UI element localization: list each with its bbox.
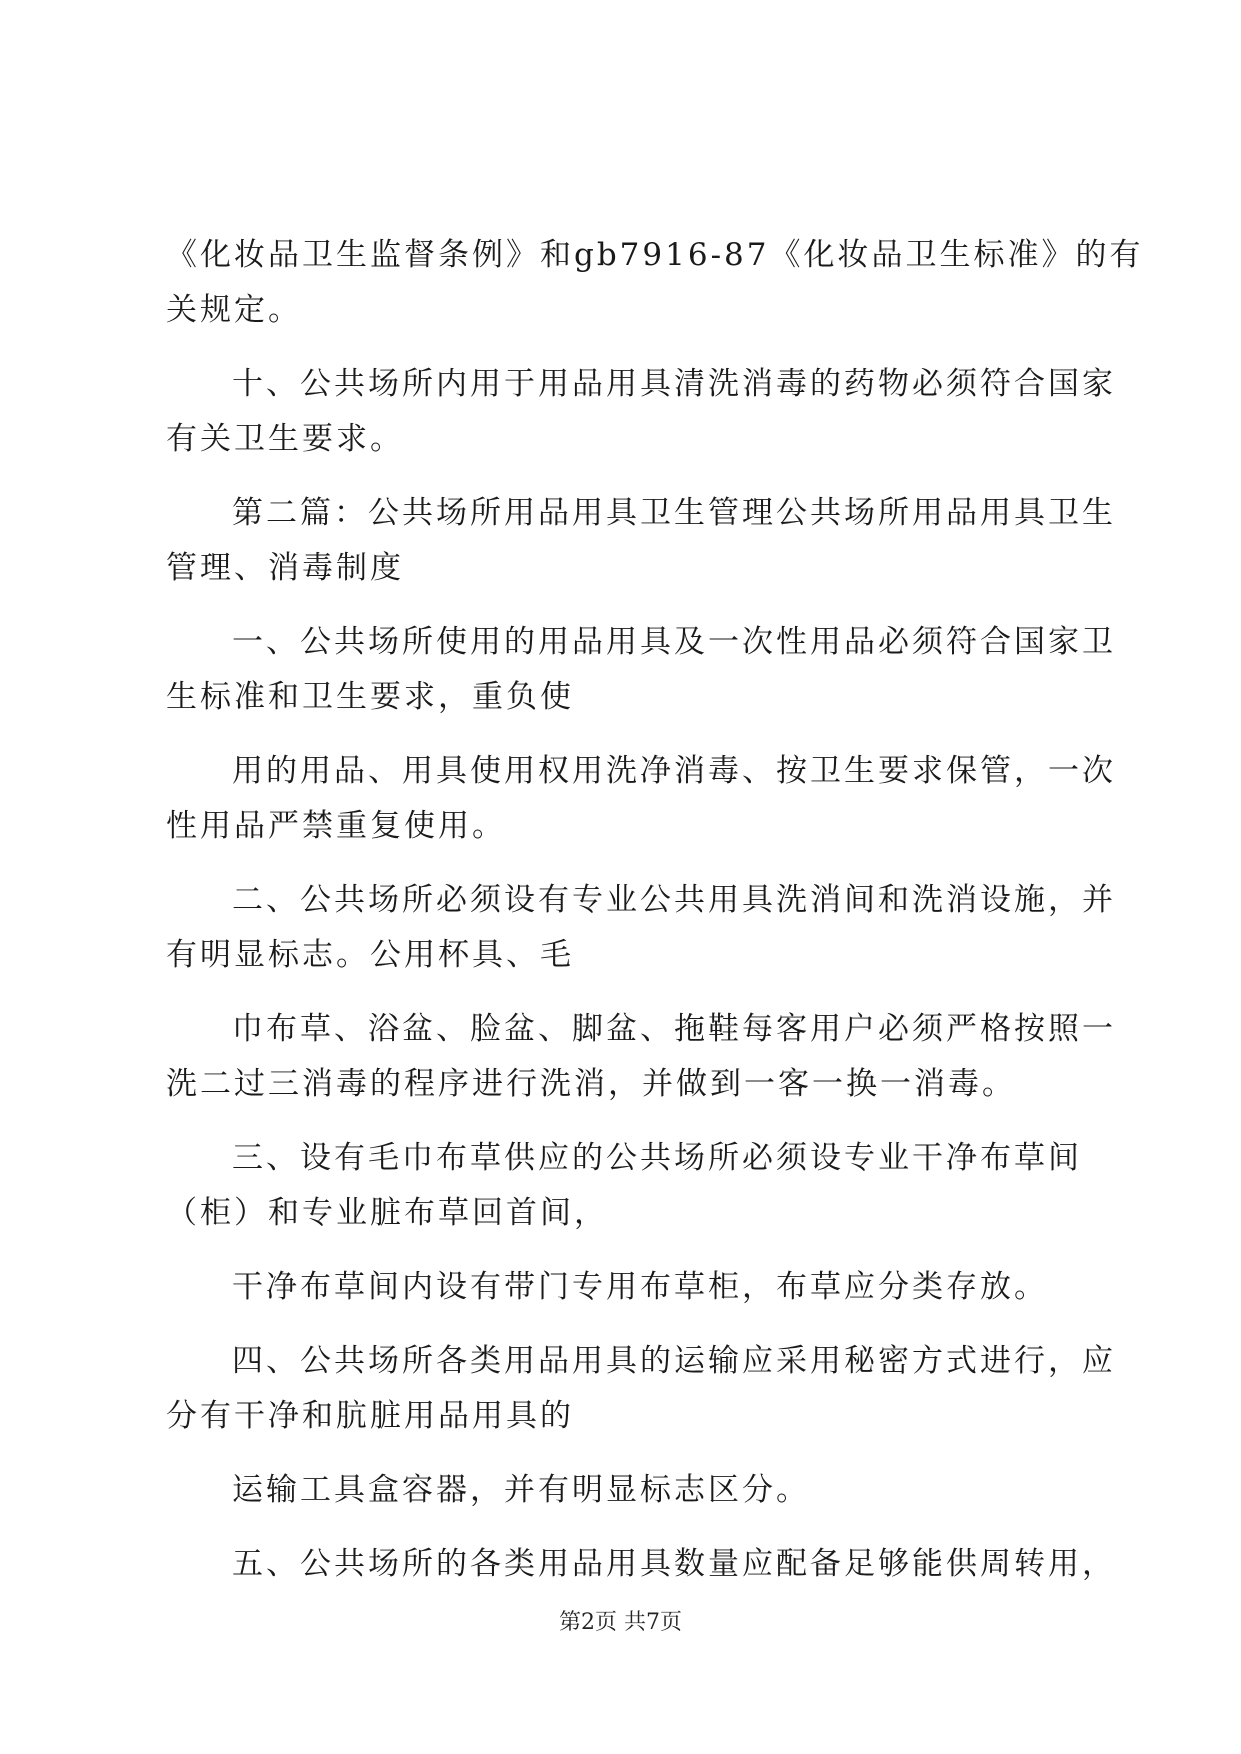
paragraph-item-one <box>166 615 1116 725</box>
paragraph-line: 有明显标志。公用杯具、毛 <box>166 937 574 973</box>
paragraph-line: 生标准和卫生要求，重负使 <box>166 679 574 715</box>
paragraph-item-four <box>166 1334 1116 1444</box>
paragraph-line: 关规定。 <box>166 292 302 328</box>
paragraph-line: 管理、消毒制度 <box>166 550 404 586</box>
paragraph-item-two <box>166 873 1116 983</box>
paragraph-line: 运输工具盒容器，并有明显标志区分。 <box>232 1472 810 1508</box>
paragraph-item-three <box>166 1131 1081 1241</box>
paragraph-item-four-continued <box>166 1463 1081 1518</box>
paragraph-item-ten <box>166 357 1116 467</box>
paragraph-item-three-continued <box>166 1260 1081 1315</box>
paragraph-line: 干净布草间内设有带门专用布草柜，布草应分类存放。 <box>232 1269 1048 1305</box>
paragraph-item-two-continued <box>166 1002 1116 1112</box>
paragraph-line: 四、公共场所各类用品用具的运输应采用秘密方式进行，应 <box>232 1343 1116 1379</box>
paragraph-line: 《化妆品卫生监督条例》和gb7916-87《化妆品卫生标准》的有 <box>166 237 1144 273</box>
paragraph-line: 巾布草、浴盆、脸盆、脚盆、拖鞋每客用户必须严格按照一 <box>232 1011 1116 1047</box>
section-heading-part-two <box>166 486 1116 596</box>
paragraph-line: 洗二过三消毒的程序进行洗消，并做到一客一换一消毒。 <box>166 1066 1016 1102</box>
paragraph-line: 二、公共场所必须设有专业公共用具洗消间和洗消设施，并 <box>232 882 1116 918</box>
paragraph-item-five <box>166 1537 1116 1592</box>
paragraph-line: 三、设有毛巾布草供应的公共场所必须设专业干净布草间 <box>232 1140 1082 1176</box>
document-body <box>166 228 1144 1592</box>
paragraph-line: 十、公共场所内用于用品用具清洗消毒的药物必须符合国家 <box>232 366 1116 402</box>
page-number-footer: 第2页 共7页 <box>559 1610 682 1635</box>
paragraph-line: （柜）和专业脏布草回首间， <box>166 1195 608 1231</box>
paragraph-line: 五、公共场所的各类用品用具数量应配备足够能供周转用， <box>232 1546 1116 1582</box>
paragraph-line: 用的用品、用具使用权用洗净消毒、按卫生要求保管，一次 <box>232 753 1116 789</box>
paragraph-line: 第二篇：公共场所用品用具卫生管理公共场所用品用具卫生 <box>232 495 1116 531</box>
paragraph-line: 分有干净和肮脏用品用具的 <box>166 1398 574 1434</box>
paragraph-cosmetics-standard <box>166 228 1144 338</box>
paragraph-line: 一、公共场所使用的用品用具及一次性用品必须符合国家卫 <box>232 624 1116 660</box>
paragraph-line: 性用品严禁重复使用。 <box>166 808 506 844</box>
paragraph-item-one-continued <box>166 744 1116 854</box>
paragraph-line: 有关卫生要求。 <box>166 421 404 457</box>
